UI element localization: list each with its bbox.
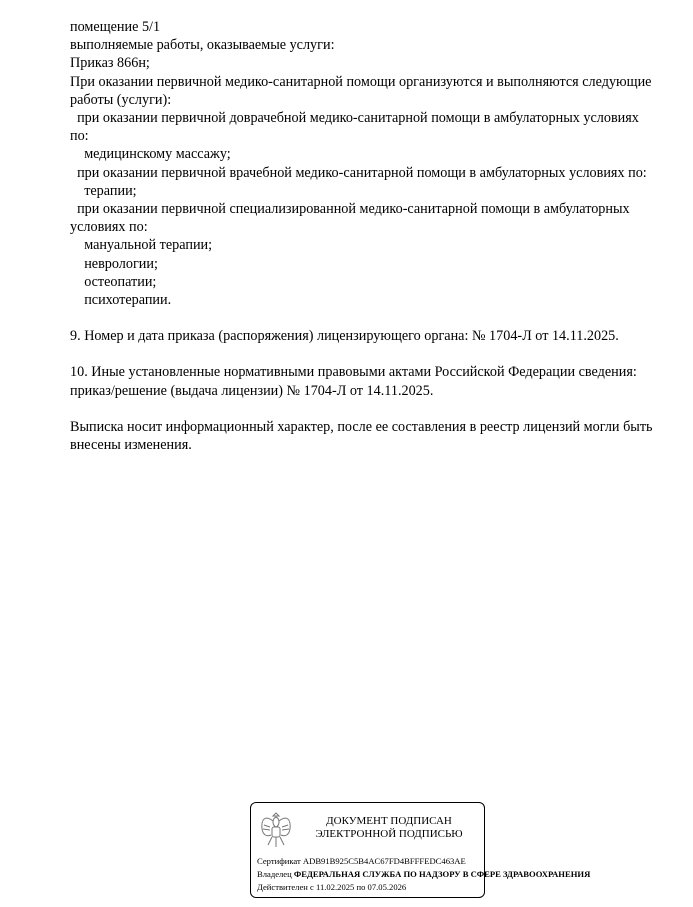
text-line: по:	[70, 128, 89, 145]
stamp-title-line: ДОКУМЕНТ ПОДПИСАН	[326, 815, 452, 827]
certificate-number: ADB91B925C5B4AC67FD4BFFFEDC463AE	[302, 856, 466, 866]
disclaimer-line: внесены изменения.	[70, 437, 192, 454]
certificate-line	[257, 856, 466, 866]
owner-label: Владелец	[257, 869, 292, 879]
text-line: работы (услуги):	[70, 91, 172, 108]
text-line: психотерапии.	[70, 292, 172, 309]
item-9-order: 9. Номер и дата приказа (распоряжения) лицензирующего органа: № 1704-Л от 14.11.2025.	[70, 328, 619, 345]
text-line: Приказ 866н;	[70, 55, 150, 72]
validity-line: Действителен с 11.02.2025 по 07.05.2026	[257, 882, 407, 892]
electronic-signature-stamp	[250, 802, 591, 898]
document-body	[70, 18, 670, 454]
text-line: терапии;	[70, 182, 137, 199]
item-10-line: приказ/решение (выдача лицензии) № 1704-Л от 14.11.2025.	[70, 382, 434, 399]
item-10-line: 10. Иные установленные нормативными правовыми актами Российской Федерации сведения:	[70, 364, 637, 381]
text-line: При оказании первичной медико-санитарной помощи организуются и выполняются следующие	[70, 73, 652, 90]
text-line: при оказании первичной доврачебной медико-санитарной помощи в амбулаторных условиях	[70, 110, 639, 127]
stamp-title-line: ЭЛЕКТРОННОЙ ПОДПИСЬЮ	[315, 828, 463, 840]
owner-line	[257, 869, 590, 879]
disclaimer-line: Выписка носит информационный характер, после ее составления в реестр лицензий могли быть	[70, 418, 653, 435]
text-line: помещение 5/1	[70, 19, 161, 35]
text-line: при оказании первичной специализированной медико-санитарной помощи в амбулаторных	[70, 201, 630, 218]
text-line: условиях по:	[70, 219, 148, 236]
text-line: остеопатии;	[70, 273, 157, 290]
text-line: медицинскому массажу;	[70, 146, 231, 163]
text-line: выполняемые работы, оказываемые услуги:	[70, 37, 335, 54]
text-line: при оказании первичной врачебной медико-санитарной помощи в амбулаторных условиях по:	[70, 164, 647, 181]
stamp-title	[299, 815, 479, 841]
coat-of-arms-icon	[259, 809, 293, 851]
text-line: неврологии;	[70, 255, 158, 272]
text-line: мануальной терапии;	[70, 237, 213, 254]
owner-name: ФЕДЕРАЛЬНАЯ СЛУЖБА ПО НАДЗОРУ В СФЕРЕ ЗДРАВООХРАНЕНИЯ	[293, 869, 591, 879]
certificate-label: Сертификат	[257, 856, 301, 866]
